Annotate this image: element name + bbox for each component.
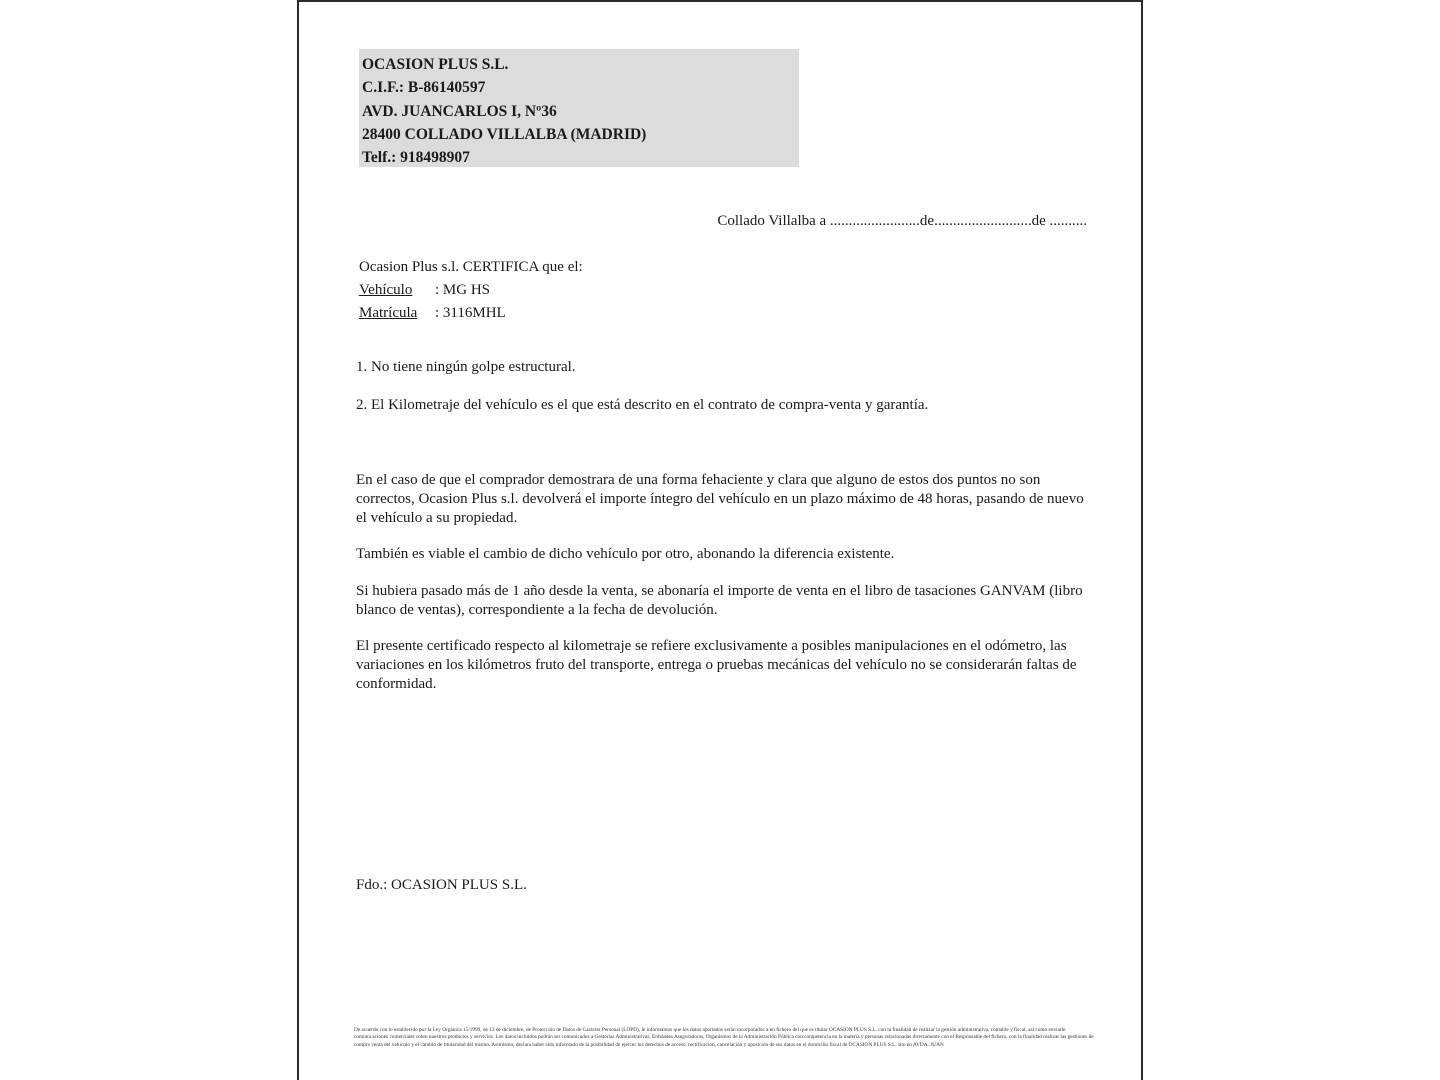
company-name: OCASION PLUS S.L. [362,56,509,73]
paragraph-refund: En el caso de que el comprador demostrara de una forma fehaciente y clara que alguno de estos dos puntos no son correctos, Ocasion Plus s.l. devolverá el importe íntegro del vehículo en un plazo máximo de 48 horas, pasando de nuevo el vehículo a su propiedad. [356,472,1084,526]
point-structural: 1. No tiene ningún golpe estructural. [356,359,576,375]
company-phone: Telf.: 918498907 [362,149,470,167]
company-cif: C.I.F.: B-86140597 [362,79,486,97]
point-mileage: 2. El Kilometraje del vehículo es el que está descrito en el contrato de compra-venta y garantía. [356,397,929,413]
vehicle-value: : MG HS [435,282,491,298]
date-line: Collado Villalba a ........................de..........................de .......... [717,213,1087,229]
company-header [359,49,799,167]
paragraph-exchange: También es viable el cambio de dicho vehículo por otro, abonando la diferencia existente. [356,546,895,562]
legal-footer: De acuerdo con lo establecido por la Ley Orgánica 15/1999, de 13 de diciembre, de Protección de Datos de Carácter Personal (LOPD), le informamos que los datos aportados serán incorporados a un fichero del que es titular OCASION PLUS S.L. con la finalidad de realizar la gestión administrativa, contable y fiscal, así como enviarle comunicaciones comerciales sobre nuestros productos y servicios. Los datos incluidos podrán ser comunicados a Gestorías Administrativas, Entidades Aseguradoras, Organismos de la Administración Pública con competencia en la materia y personas relacionadas directamente con el Responsable del fichero, con la finalidad realizar las gestiones de compra venta del vehículo y el cambio de titularidad del mismo. Asimismo, declara haber sido informado de la posibilidad de ejercer los derechos de acceso, rectificación, cancelación y oposición de sus datos en el domicilio fiscal de OCASION PLUS S.L. sito en AVDA. JUAN [354,1027,1094,1048]
certificate-block [359,256,583,325]
vehicle-row [359,279,583,302]
signature-line: Fdo.: OCASION PLUS S.L. [356,877,527,893]
company-address: AVD. JUANCARLOS I, Nº36 [362,102,557,120]
certificate-intro: Ocasion Plus s.l. CERTIFICA que el: [359,259,583,275]
plate-value: : 3116MHL [435,305,506,321]
paragraph-odometer: El presente certificado respecto al kilometraje se refiere exclusivamente a posibles manipulaciones en el odómetro, las variaciones en los kilómetros fruto del transporte, entrega o pruebas mecánicas del vehículo no se considerarán faltas de conformidad. [356,638,1077,692]
document-page [297,0,1143,1080]
plate-row [359,302,583,325]
company-city: 28400 COLLADO VILLALBA (MADRID) [362,125,647,143]
vehicle-label: Vehículo [359,282,413,298]
plate-label: Matrícula [359,305,418,321]
paragraph-ganvam: Si hubiera pasado más de 1 año desde la venta, se abonaría el importe de venta en el libro de tasaciones GANVAM (libro blanco de ventas), correspondiente a la fecha de devolución. [356,583,1083,618]
